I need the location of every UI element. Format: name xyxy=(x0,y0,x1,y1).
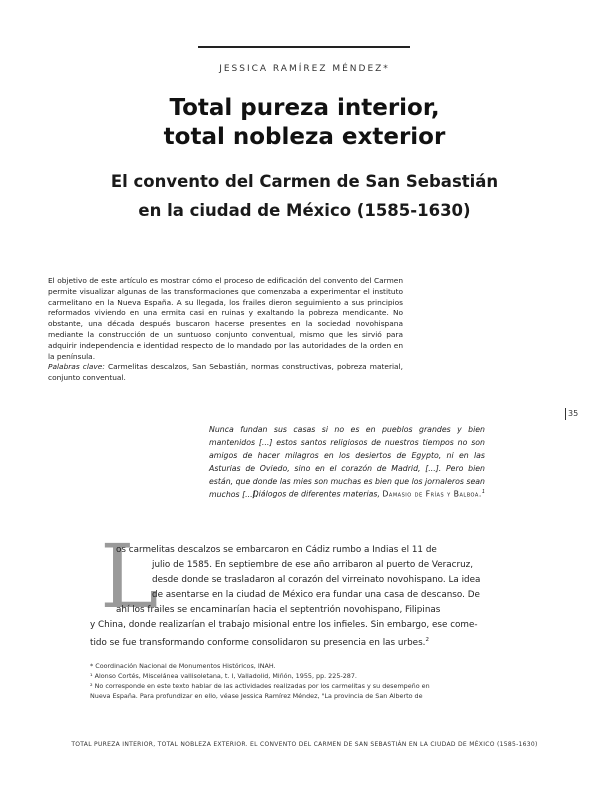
page-number-rule xyxy=(565,408,566,420)
title-line-2: total nobleza exterior xyxy=(163,124,446,150)
keywords xyxy=(48,362,403,384)
body-line: ahí los frailes se encaminarían hacia el septentrión novohispano, Filipinas xyxy=(116,605,441,615)
epigraph-source-author: Damasio de Frías y Balboa. xyxy=(382,489,482,499)
page-number: 35 xyxy=(568,409,579,418)
abstract-text: El objetivo de este artículo es mostrar cómo el proceso de edificación del convento del Carmen permite visualizar algunas de las transformaciones que comenzaba a experimentar el instituto carmelitano en la Nueva España. A su llegada, los frailes dieron seguimiento a sus principios reformados viviendo en una ermita casi en ruinas y exaltando la pobreza mendicante. No obstante, una década después buscaron hacerse presentes en la sociedad novohispana mediante la construcción de un suntuoso conjunto conventual, mismo que les sirvió para adquirir independencia e identidad respecto de lo mandado por las autoridades de la orden en la península. xyxy=(48,276,403,361)
epigraph-footnote-ref: 1 xyxy=(481,489,485,495)
body-line: de asentarse en la ciudad de México era fundar una casa de descanso. De xyxy=(152,590,480,600)
abstract xyxy=(48,276,403,384)
body-line: desde donde se trasladaron al corazón del virreinato novohispano. La idea xyxy=(152,575,481,585)
keywords-list: Carmelitas descalzos, San Sebastián, normas constructivas, pobreza material, conjunto conventual. xyxy=(48,362,403,383)
article-title xyxy=(0,94,609,152)
running-footer: TOTAL PUREZA INTERIOR, TOTAL NOBLEZA EXTERIOR. EL CONVENTO DEL CARMEN DE SAN SEBASTIÁN EN LA CIUDAD DE MÉXICO (1585-1630) xyxy=(71,741,538,748)
footnotes xyxy=(90,661,486,701)
footnote: Nueva España. Para profundizar en ello, véase Jessica Ramírez Méndez, "La provincia de San Alberto de xyxy=(90,692,423,700)
footnote: ² No corresponde en este texto hablar de las actividades realizadas por los carmelitas y su desempeño en xyxy=(90,682,430,690)
body-line xyxy=(90,633,486,651)
footnote: ¹ Alonso Cortés, Miscelánea vallisoletana, t. I, Valladolid, Miñón, 1955, pp. 225-287. xyxy=(90,672,357,680)
body-line: julio de 1585. En septiembre de ese año arribaron al puerto de Veracruz, xyxy=(152,560,474,570)
body-line: y China, donde realizarían el trabajo misional entre los infieles. Sin embargo, ese come- xyxy=(90,620,478,630)
epigraph-attribution xyxy=(200,489,485,499)
title-line-1: Total pureza interior, xyxy=(169,95,440,121)
header-rule xyxy=(198,46,410,48)
author-name: JESSICA RAMÍREZ MÉNDEZ* xyxy=(219,64,390,74)
body-paragraph xyxy=(90,543,486,651)
article-subtitle xyxy=(0,167,609,225)
body-line: os carmelitas descalzos se embarcaron en Cádiz rumbo a Indias el 11 de xyxy=(116,545,437,555)
footnote-ref-2: 2 xyxy=(425,637,429,643)
subtitle-line-1: El convento del Carmen de San Sebastián xyxy=(110,172,499,191)
epigraph: Nunca fundan sus casas si no es en pueblos grandes y bien mantenidos [...] estos santos religiosos de nuestros tiempos no son amigos de hacer milagros en los desiertos de Egypto, ni en las Asturias de Oviedo, sino en el corazón de Madrid, [...]. Pero bien están, que donde las mies son muchas es bien que los jornaleros sean muchos [...]. xyxy=(209,425,485,499)
body-line-text: tido se fue transformando conforme consolidaron su presencia en las urbes. xyxy=(90,637,426,648)
keywords-label: Palabras clave: xyxy=(48,362,105,372)
epigraph-source-title: Diálogos de diferentes materias, xyxy=(252,489,383,499)
drop-cap: L xyxy=(100,525,159,628)
subtitle-line-2: en la ciudad de México (1585-1630) xyxy=(138,201,471,220)
footnote: * Coordinación Nacional de Monumentos Históricos, INAH. xyxy=(90,662,276,670)
